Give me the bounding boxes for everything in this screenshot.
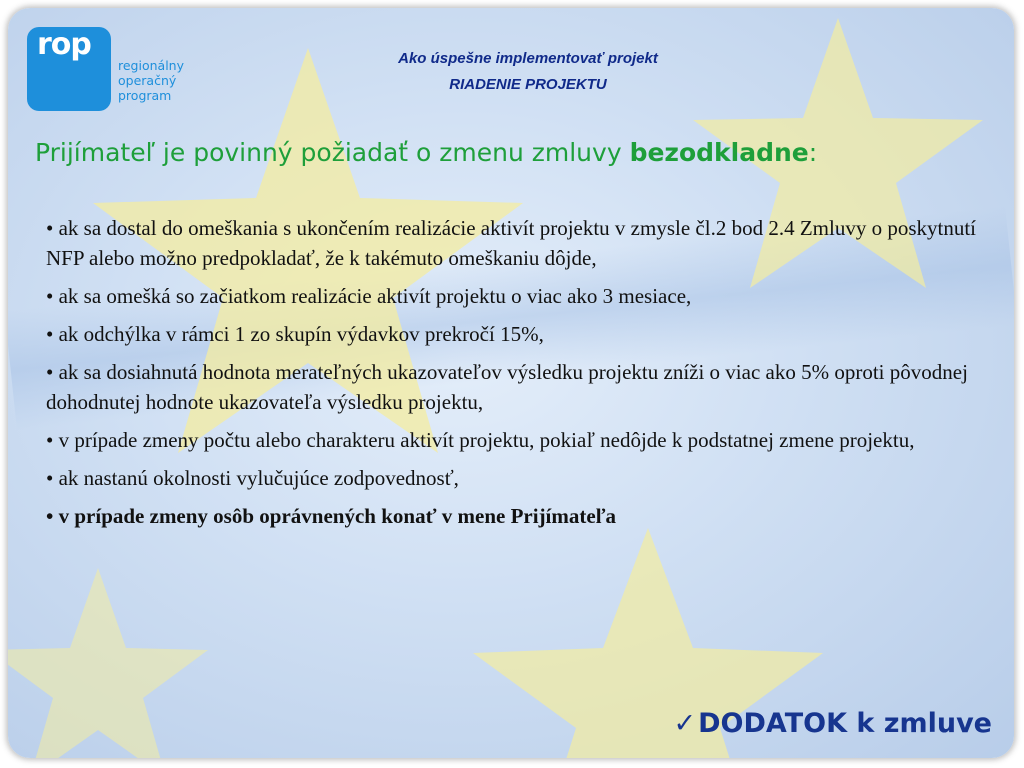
bullet-marker: • <box>46 504 54 528</box>
header-title: RIADENIE PROJEKTU <box>449 76 607 93</box>
slide-frame <box>8 8 1014 758</box>
page-title <box>35 138 817 167</box>
bullet-marker: • <box>46 428 54 452</box>
star-shape-left-bottom <box>8 568 208 758</box>
list-item: • ak nastanú okolnosti vylučujúce zodpovednosť, <box>46 466 459 490</box>
slide-header <box>308 46 748 98</box>
footer-note <box>674 708 993 739</box>
checkmark-icon: ✓ <box>673 708 697 739</box>
logo-line: operačný <box>118 73 177 88</box>
bullet-marker: • <box>46 466 54 490</box>
logo-line: program <box>118 88 172 103</box>
list-item: • ak sa dostal do omeškania s ukončením realizácie aktivít projektu v zmysle čl.2 bod 2.4 Zmluvy o poskytnutí NFP alebo možno predpokladať, že k takémuto omeškaniu dôjde, <box>46 216 976 270</box>
bullet-list <box>46 213 976 539</box>
title-colon: : <box>808 138 818 167</box>
logo-text <box>118 58 184 103</box>
list-item: • ak odchýlka v rámci 1 zo skupín výdavkov prekročí 15%, <box>46 322 544 346</box>
logo-line: regionálny <box>118 58 184 73</box>
title-text: Prijímateľ je povinný požiadať o zmenu zmluvy <box>35 138 630 167</box>
bullet-marker: • <box>46 284 54 308</box>
logo-word: rop <box>37 27 91 62</box>
bullet-marker: • <box>46 216 54 240</box>
list-item: • ak sa omešká so začiatkom realizácie aktivít projektu o viac ako 3 mesiace, <box>46 284 692 308</box>
list-item: • ak sa dosiahnutá hodnota merateľných ukazovateľov výsledku projektu zníži o viac ako 5% oproti pôvodnej dohodnutej hodnote ukazovateľa výsledku projektu, <box>46 360 968 414</box>
title-emphasis: bezodkladne <box>629 138 809 167</box>
rop-logo <box>27 27 111 111</box>
header-subtitle: Ako úspešne implementovať projekt <box>398 50 658 67</box>
footer-text: DODATOK k zmluve <box>698 708 992 739</box>
bullet-marker: • <box>46 360 54 384</box>
list-item: • v prípade zmeny počtu alebo charakteru aktivít projektu, pokiaľ nedôjde k podstatnej zmene projektu, <box>46 428 915 452</box>
bullet-marker: • <box>46 322 54 346</box>
list-item-emphasis: • v prípade zmeny osôb oprávnených konať v mene Prijímateľa <box>46 504 617 528</box>
